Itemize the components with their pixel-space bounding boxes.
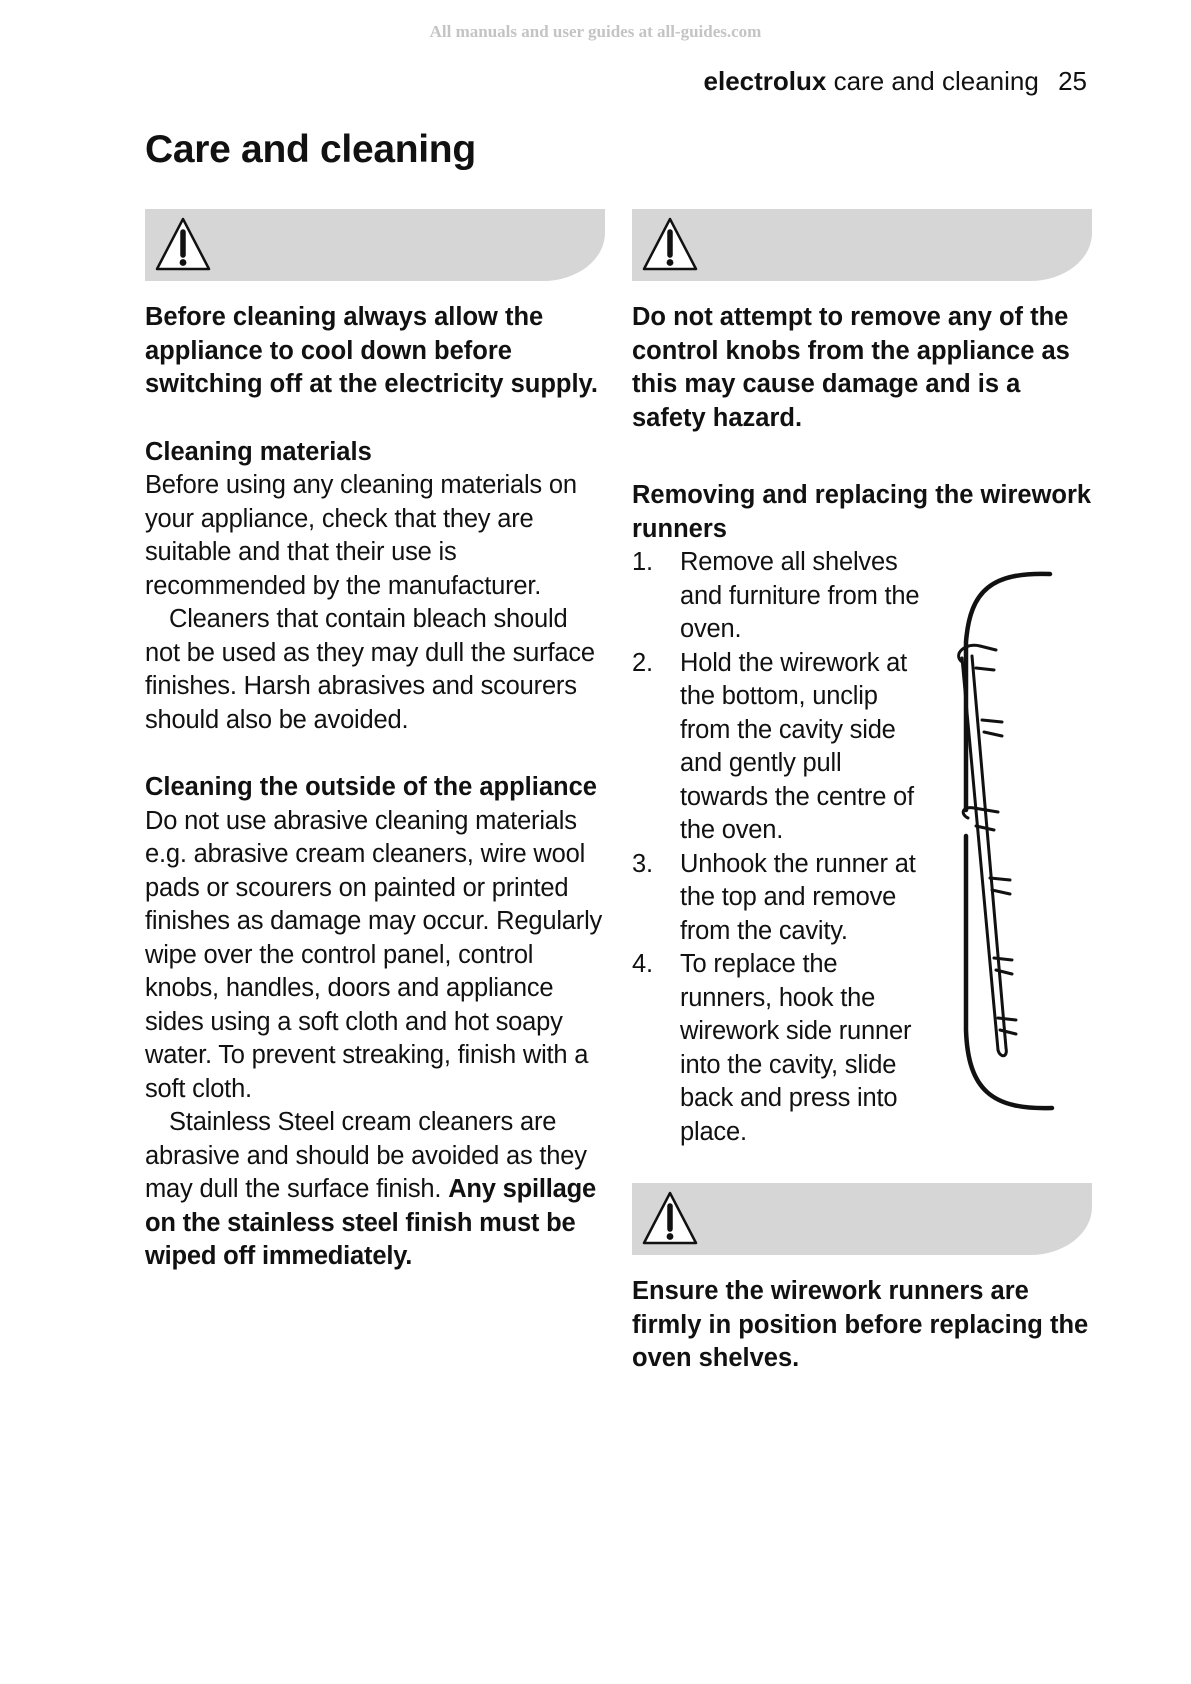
step-text: Hold the wirework at the bottom, unclip from the cavity side and gently pull towards the centre of the oven. [680,648,914,844]
warning-text: Do not attempt to remove any of the control knobs from the appliance as this may cause damage and is a safety hazard. [632,303,1070,432]
step-item [632,848,932,949]
runners-steps-area [632,546,1092,1149]
warning-text: Before cleaning always allow the appliance to cool down before switching off at the electricity supply. [145,303,598,398]
running-header [704,66,1087,97]
step-number: 1. [632,548,653,576]
step-number: 4. [632,950,653,978]
warning-triangle-icon [640,215,700,273]
spillage-warning: Any spillage on the stainless steel finish must be wiped off immediately. [145,1175,596,1270]
warning-banner [632,1183,1092,1255]
cleaning-materials-heading: Cleaning materials [145,437,372,466]
watermark: All manuals and user guides at all-guides.com [429,22,762,41]
warning-text: Ensure the wirework runners are firmly in position before replacing the oven shelves. [632,1277,1089,1372]
runners-heading: Removing and replacing the wirework runners [632,481,1092,543]
cleaning-outside-heading: Cleaning the outside of the appliance [145,773,597,801]
warning-triangle-icon [640,1189,700,1247]
step-text: Unhook the runner at the top and remove from the cavity. [680,849,916,945]
left-column [145,209,605,1274]
page-number: 25 [1058,66,1087,96]
cleaning-materials-paragraph-2: Cleaners that contain bleach should not be used as they may dull the surface finishes. Harsh abrasives and scourers should also be avoided. [145,605,595,734]
warning-triangle-icon [153,215,213,273]
right-column [632,209,1092,1376]
warning-banner [145,209,605,281]
step-item [632,546,932,647]
step-text: Remove all shelves and furniture from the oven. [680,548,920,643]
step-item [632,948,932,1149]
cleaning-outside-paragraph: Do not use abrasive cleaning materials e.g. abrasive cream cleaners, wire wool pads or scourers on painted or printed finishes as damage may occur. Regularly wipe over the control panel, control knobs, handles, doors and appliance sides using a soft cloth and hot soapy water. To prevent streaking, finish with a soft cloth. [145,806,603,1103]
stainless-steel-note: Stainless Steel cream cleaners are abrasive and should be avoided as they may dull the surface finish. [145,1108,587,1203]
cleaning-outside-paragraph-2 [145,1106,605,1274]
header-section: care and cleaning [833,66,1039,96]
runners-steps [632,546,932,1149]
wirework-runner-illustration [932,550,1092,1150]
step-number: 3. [632,849,653,878]
step-item [632,647,932,848]
warning-banner [632,209,1092,281]
step-number: 2. [632,648,653,677]
cleaning-materials-paragraph: Before using any cleaning materials on your appliance, check that they are suitable and that their use is recommended by the manufacturer. [145,471,577,600]
header-brand: electrolux [703,66,827,96]
step-text: To replace the runners, hook the wirework side runner into the cavity, slide back and press into place. [680,950,912,1146]
page-title: Care and cleaning [145,128,476,171]
